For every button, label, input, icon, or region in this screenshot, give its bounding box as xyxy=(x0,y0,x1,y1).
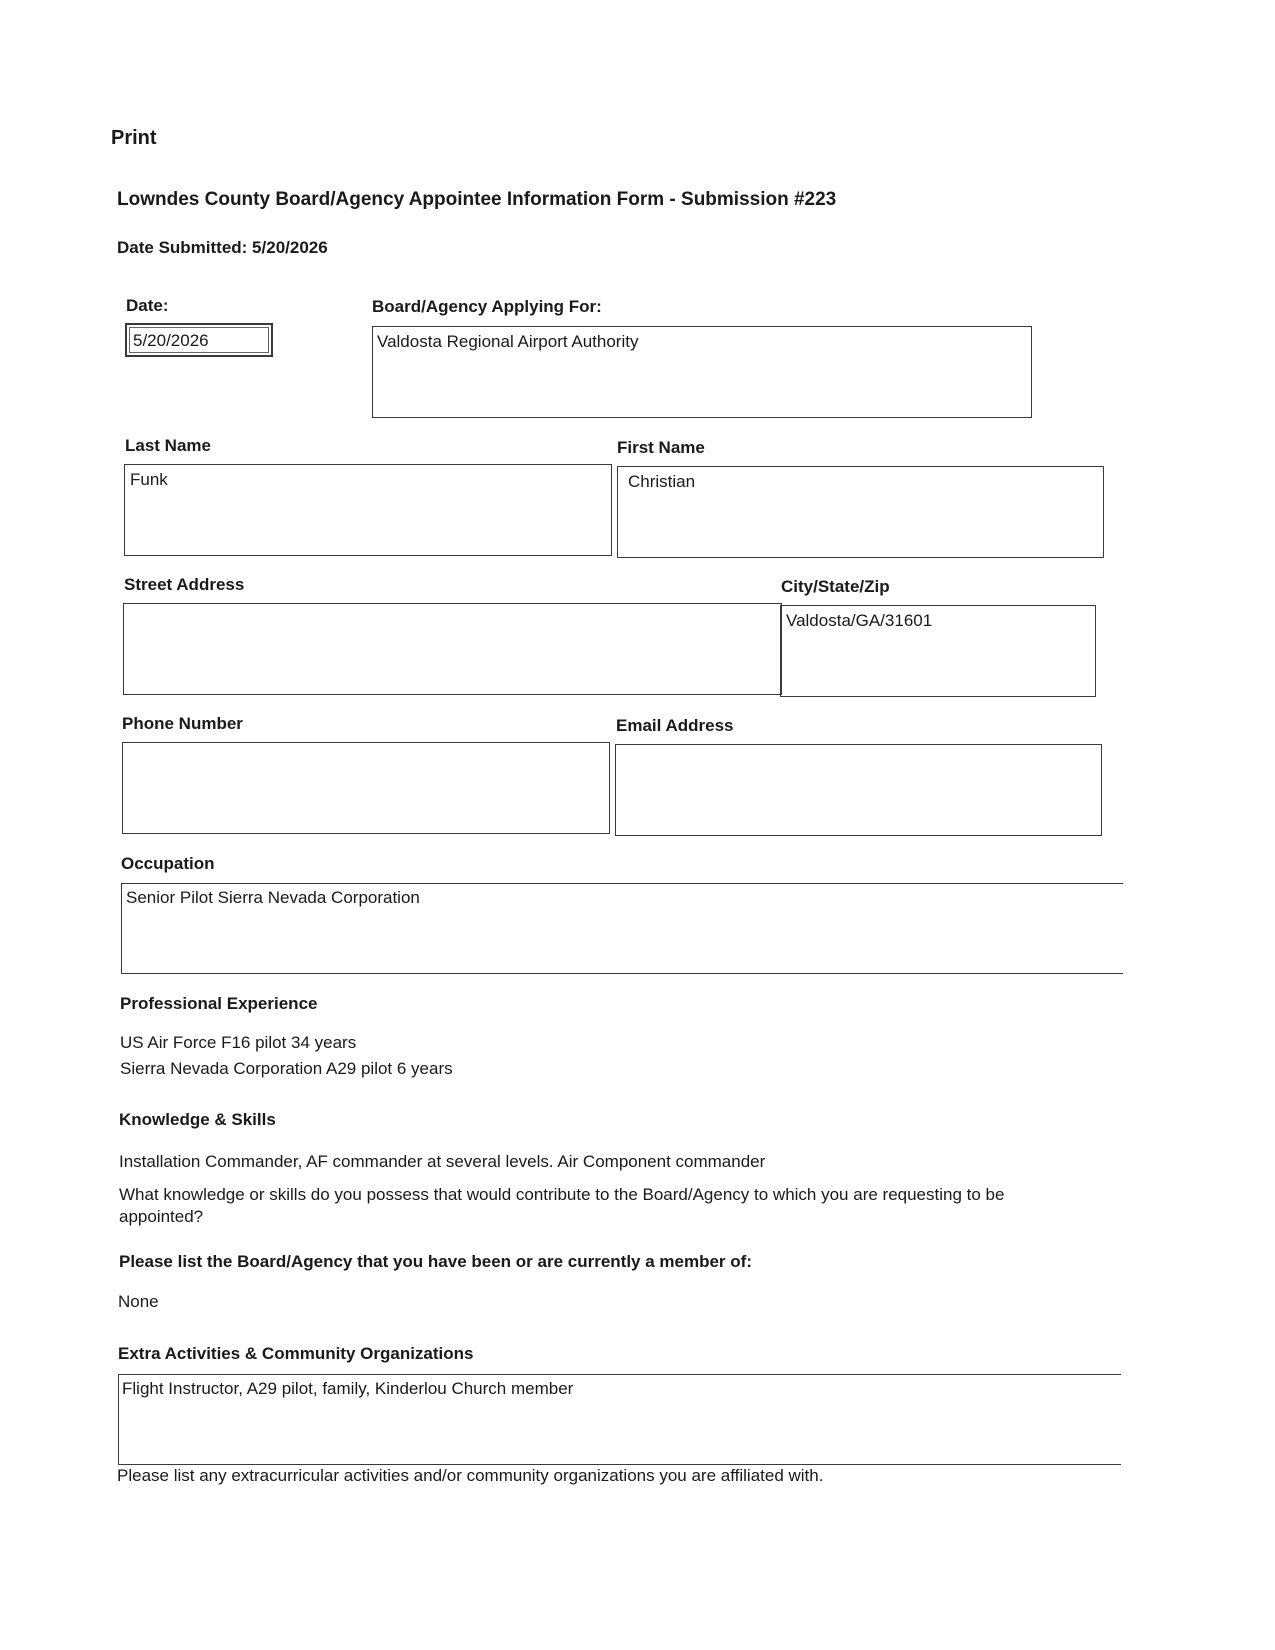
first-name-value: Christian xyxy=(628,472,696,491)
date-submitted: Date Submitted: 5/20/2026 xyxy=(117,238,328,257)
occupation-label: Occupation xyxy=(121,854,215,873)
occupation-value: Senior Pilot Sierra Nevada Corporation xyxy=(126,888,420,907)
street-address-label: Street Address xyxy=(124,575,245,594)
extra-activities-value: Flight Instructor, A29 pilot, family, Kinderlou Church member xyxy=(122,1379,574,1398)
date-field[interactable] xyxy=(125,323,273,357)
professional-experience-heading: Professional Experience xyxy=(120,994,318,1013)
city-state-zip-label: City/State/Zip xyxy=(781,577,890,596)
extra-activities-help: Please list any extracurricular activities and/or community organizations you are affiliated with. xyxy=(117,1466,824,1485)
boards-member-answer: None xyxy=(118,1292,159,1311)
phone-field[interactable] xyxy=(122,742,610,834)
first-name-field[interactable] xyxy=(617,466,1104,558)
occupation-field[interactable] xyxy=(121,883,1123,975)
boards-member-heading: Please list the Board/Agency that you have been or are currently a member of: xyxy=(119,1252,752,1271)
email-label: Email Address xyxy=(616,716,734,735)
extra-activities-heading: Extra Activities & Community Organizations xyxy=(118,1344,474,1363)
first-name-label: First Name xyxy=(617,438,705,457)
board-label: Board/Agency Applying For: xyxy=(372,297,602,316)
experience-line-1: US Air Force F16 pilot 34 years xyxy=(120,1033,357,1052)
knowledge-skills-answer: Installation Commander, AF commander at several levels. Air Component commander xyxy=(119,1152,766,1171)
extra-activities-field[interactable] xyxy=(118,1374,1121,1466)
email-field[interactable] xyxy=(615,744,1102,836)
last-name-label: Last Name xyxy=(125,436,211,455)
print-link[interactable]: Print xyxy=(111,127,157,149)
last-name-field[interactable] xyxy=(124,464,612,556)
knowledge-skills-heading: Knowledge & Skills xyxy=(119,1110,276,1129)
form-title: Lowndes County Board/Agency Appointee Information Form - Submission #223 xyxy=(117,189,837,210)
board-field[interactable] xyxy=(372,326,1032,418)
city-state-zip-field[interactable] xyxy=(780,605,1096,697)
experience-line-2: Sierra Nevada Corporation A29 pilot 6 years xyxy=(120,1059,453,1078)
knowledge-skills-help-1: What knowledge or skills do you possess that would contribute to the Board/Agency to which you are requesting to be xyxy=(119,1185,1005,1204)
city-state-zip-value: Valdosta/GA/31601 xyxy=(786,611,933,630)
knowledge-skills-help-2: appointed? xyxy=(119,1207,204,1226)
last-name-value: Funk xyxy=(130,470,168,489)
date-label: Date: xyxy=(126,296,169,315)
board-value: Valdosta Regional Airport Authority xyxy=(377,332,639,351)
street-address-field[interactable] xyxy=(123,603,782,695)
date-value: 5/20/2026 xyxy=(133,331,209,350)
phone-label: Phone Number xyxy=(122,714,243,733)
